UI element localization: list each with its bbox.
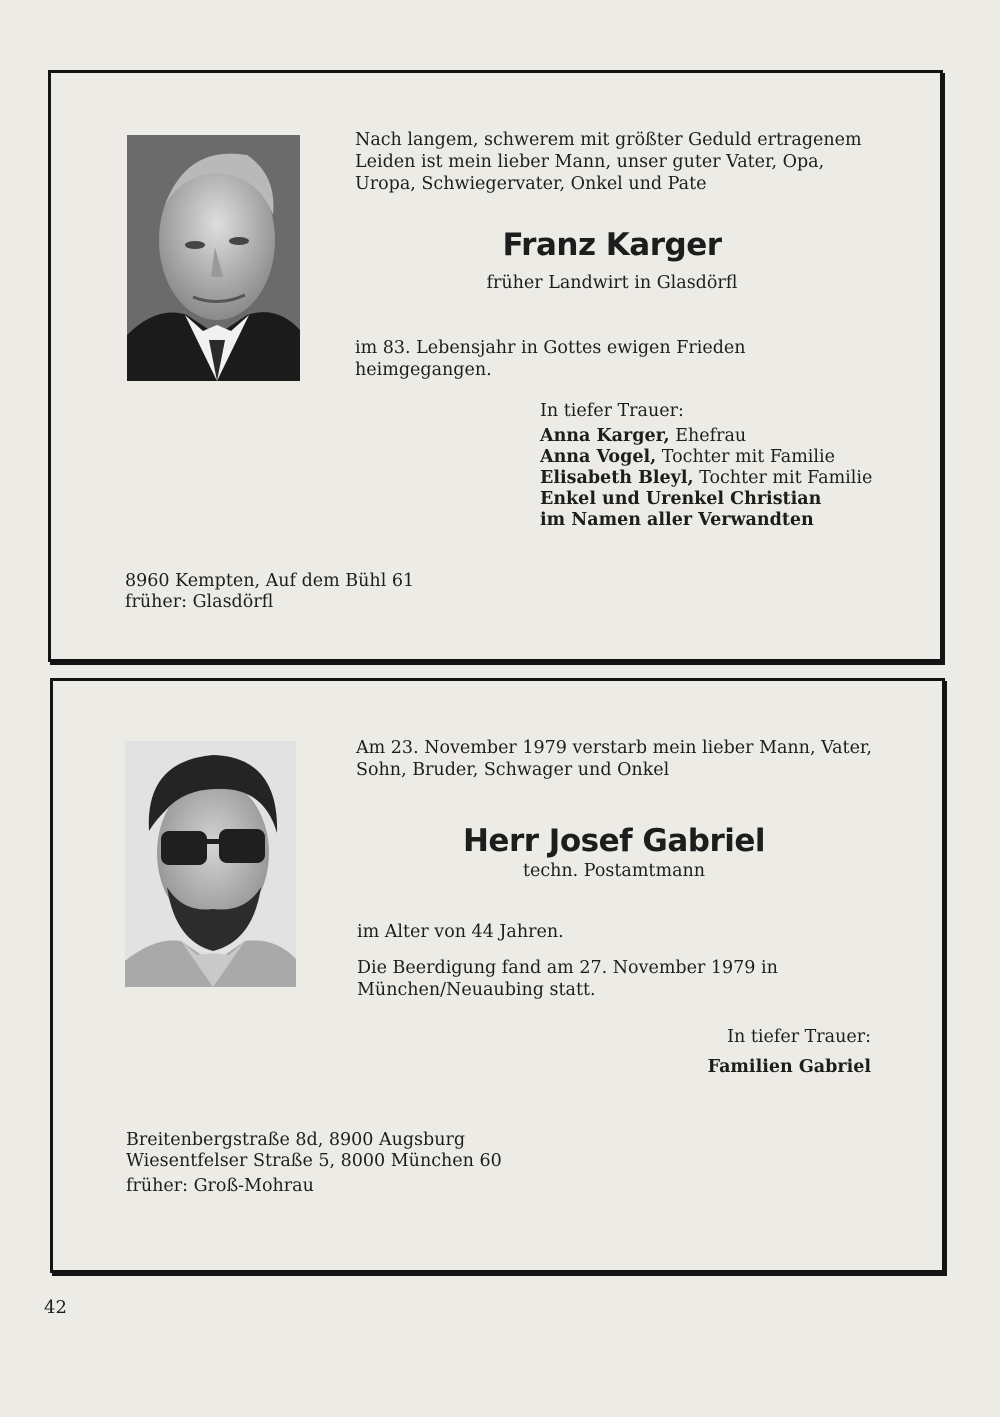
intro-text: Am 23. November 1979 verstarb mein lieber Mann, Vater, Sohn, Bruder, Schwager und Onkel bbox=[356, 738, 872, 780]
address-line: Breitenbergstraße 8d, 8900 Augsburg bbox=[126, 1130, 466, 1150]
deceased-subtitle: techn. Postamtmann bbox=[522, 861, 706, 881]
address-line: 8960 Kempten, Auf dem Bühl 61 bbox=[125, 571, 415, 591]
mourners-list bbox=[540, 401, 872, 531]
funeral-text: Die Beerdigung fand am 27. November 1979 in München/Neuaubing statt. bbox=[357, 958, 778, 1000]
passing-text: im 83. Lebensjahr in Gottes ewigen Frieden heimgegangen. bbox=[355, 338, 746, 380]
mourner-entry: Elisabeth Bleyl, Tochter mit Familie bbox=[540, 468, 873, 488]
portrait-photo-franz-karger bbox=[127, 135, 300, 381]
age-text: im Alter von 44 Jahren. bbox=[357, 922, 564, 942]
address-block bbox=[126, 1130, 502, 1197]
portrait-photo-josef-gabriel bbox=[125, 741, 296, 987]
mourner-entry: Anna Vogel, Tochter mit Familie bbox=[540, 447, 835, 467]
family-name: Familien Gabriel bbox=[707, 1057, 871, 1077]
mourner-entry: im Namen aller Verwandten bbox=[540, 510, 814, 530]
page-number: 42 bbox=[44, 1297, 67, 1318]
deceased-name: Herr Josef Gabriel bbox=[462, 823, 766, 859]
intro-text: Nach langem, schwerem mit größter Geduld ertragenem Leiden ist mein lieber Mann, unser guter Vater, Opa, Uropa, Schwiegervater, Onkel und Pate bbox=[355, 130, 862, 194]
deceased-subtitle: früher Landwirt in Glasdörfl bbox=[486, 273, 738, 293]
mourning-heading: In tiefer Trauer: bbox=[540, 401, 684, 421]
address-line: früher: Groß-Mohrau bbox=[126, 1176, 314, 1196]
address-block bbox=[125, 571, 414, 613]
mourner-entry: Anna Karger, Ehefrau bbox=[540, 426, 747, 446]
mourning-heading: In tiefer Trauer: bbox=[727, 1027, 871, 1047]
obituary-josef-gabriel bbox=[50, 678, 945, 1273]
obituary-franz-karger bbox=[48, 70, 943, 662]
address-line: früher: Glasdörfl bbox=[125, 592, 274, 612]
address-line: Wiesentfelser Straße 5, 8000 München 60 bbox=[126, 1151, 502, 1171]
mourner-entry: Enkel und Urenkel Christian bbox=[540, 489, 822, 509]
deceased-name: Franz Karger bbox=[502, 227, 722, 263]
